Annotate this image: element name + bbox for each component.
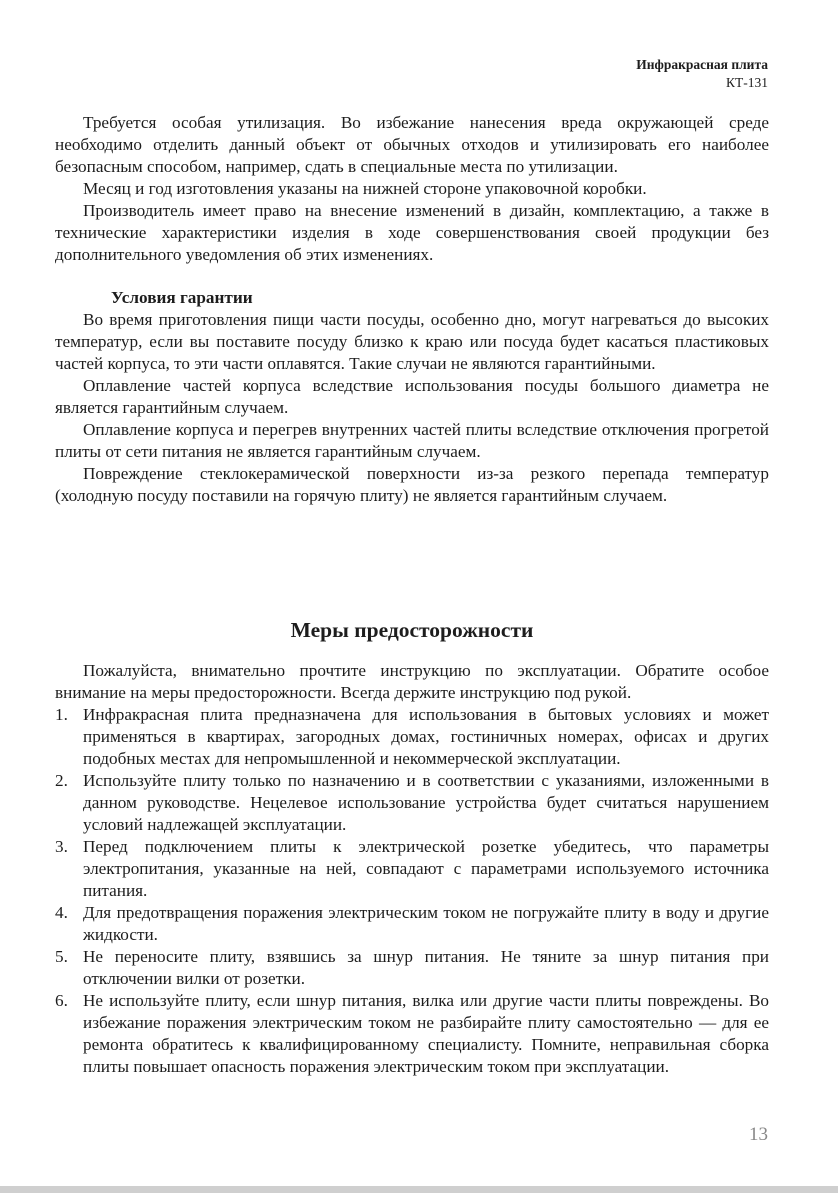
list-item xyxy=(55,946,769,990)
warranty-paragraph: Во время приготовления пищи части посуды, особенно дно, могут нагреваться до высоких температур, если вы поставите посуду близко к краю или посуда будет касаться пластиковых частей корпуса, то эти части оплавятся. Такие случаи не являются гарантийными. xyxy=(55,310,769,373)
list-item-number: 2. xyxy=(55,771,68,790)
list-item-text: Для предотвращения поражения электрическим током не погружайте плиту в воду и другие жидкости. xyxy=(83,903,769,944)
list-item-text: Инфракрасная плита предназначена для использования в бытовых условиях и может применяться в квартирах, загородных домах, гостиничных номерах, офисах и других подобных местах для непромышленной и некоммерческой эксплуатации. xyxy=(83,705,769,768)
precautions-heading: Меры предосторожности xyxy=(290,618,534,642)
warranty-paragraph: Оплавление частей корпуса вследствие использования посуды большого диаметра не является гарантийным случаем. xyxy=(55,376,769,417)
warranty-heading: Условия гарантии xyxy=(111,288,253,307)
header-model-number: КТ-131 xyxy=(726,75,768,90)
list-item xyxy=(55,902,769,946)
precautions-section xyxy=(55,660,769,1078)
bottom-divider xyxy=(0,1186,838,1193)
manufacturer-rights-paragraph: Производитель имеет право на внесение изменений в дизайн, комплектацию, а также в технические характеристики изделия в ходе совершенствования своей продукции без дополнительного уведомления об этих изменениях. xyxy=(55,201,769,264)
warranty-section xyxy=(55,287,769,507)
warranty-paragraph: Оплавление корпуса и перегрев внутренних частей плиты вследствие отключения прогретой плиты от сети питания не является гарантийным случаем. xyxy=(55,420,769,461)
list-item-text: Перед подключением плиты к электрической розетке убедитесь, что параметры электропитания, указанные на ней, совпадают с параметрами используемого источника питания. xyxy=(83,837,769,900)
list-item xyxy=(55,990,769,1078)
intro-section xyxy=(55,112,769,266)
list-item xyxy=(55,836,769,902)
list-item xyxy=(55,770,769,836)
disposal-paragraph: Требуется особая утилизация. Во избежание нанесения вреда окружающей среде необходимо отделить данный объект от обычных отходов и утилизировать его наиболее безопасным способом, например, сдать в специальные места по утилизации. xyxy=(55,113,769,176)
running-header xyxy=(636,56,768,92)
list-item-number: 3. xyxy=(55,837,68,856)
warranty-paragraph: Повреждение стеклокерамической поверхности из-за резкого перепада температур (холодную посуду поставили на горячую плиту) не является гарантийным случаем. xyxy=(55,464,769,505)
list-item-number: 1. xyxy=(55,705,68,724)
list-item xyxy=(55,704,769,770)
page-number: 13 xyxy=(749,1124,768,1145)
list-item-text: Не используйте плиту, если шнур питания, вилка или другие части плиты повреждены. Во избежание поражения электрическим током не разбирайте плиту самостоятельно — для ее ремонта обратитесь к квалифицированному специалисту. Помните, неправильная сборка плиты повышает опасность поражения электрическим током при эксплуатации. xyxy=(83,991,769,1076)
header-product-name: Инфракрасная плита xyxy=(636,57,768,72)
list-item-text: Не переносите плиту, взявшись за шнур питания. Не тяните за шнур питания при отключении вилки от розетки. xyxy=(83,947,769,988)
precautions-intro: Пожалуйста, внимательно прочтите инструкцию по эксплуатации. Обратите особое внимание на меры предосторожности. Всегда держите инструкцию под рукой. xyxy=(55,661,769,702)
list-item-number: 5. xyxy=(55,947,68,966)
list-item-number: 4. xyxy=(55,903,68,922)
list-item-text: Используйте плиту только по назначению и в соответствии с указаниями, изложенными в данном руководстве. Нецелевое использование устройства будет считаться нарушением условий надлежащей эксплуатации. xyxy=(83,771,769,834)
list-item-number: 6. xyxy=(55,991,68,1010)
precautions-list xyxy=(55,704,769,1078)
manufacture-date-paragraph: Месяц и год изготовления указаны на нижней стороне упаковочной коробки. xyxy=(83,179,647,198)
